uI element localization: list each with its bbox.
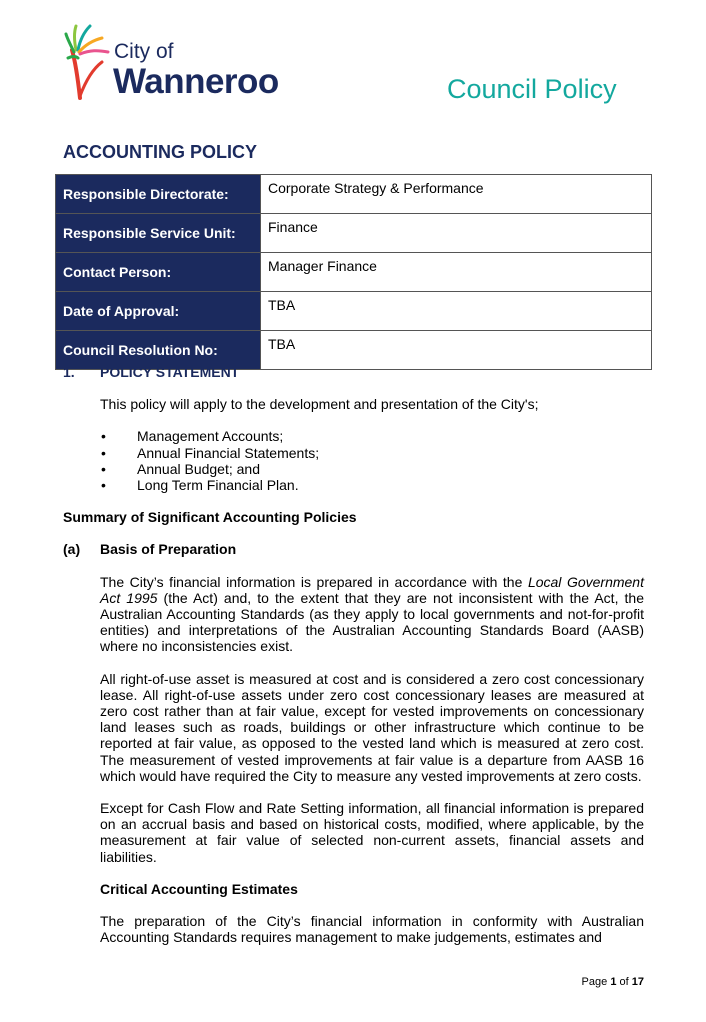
page-number: 1 [610, 976, 617, 988]
policy-body [63, 360, 644, 945]
paragraph-estimates: The preparation of the City’s financial information in conformity with Australian Accounting Standards requires management to make judgements, estimates and [100, 913, 644, 946]
row-label: Contact Person: [56, 253, 261, 292]
list-item: • Annual Budget; and [101, 460, 260, 477]
bullet-icon: • [101, 428, 106, 445]
page-footer [582, 976, 644, 988]
subsection-label: (a) [63, 541, 81, 558]
row-label: Responsible Service Unit: [56, 214, 261, 253]
section-heading [63, 364, 644, 380]
list-item: • Annual Financial Statements; [101, 444, 320, 461]
policy-info-table [55, 174, 652, 370]
logo-text-city-of: City of [114, 40, 174, 63]
paragraph-right-of-use: All right-of-use asset is measured at cost and is considered a zero cost concessionary lease. All right-of-use assets under zero cost concessionary leases are measured at zero cost rather than at fair value, except for vested improvements on concessionary land leases such as roads, buildings or other infrastructure which continue to be reported at fair value, as opposed to the vested land which is measured at zero cost. The measurement of vested improvements at fair value is a departure from AASB 16 which would have required the City to measure any vested improvements at zero costs. [100, 670, 644, 784]
bullet-icon: • [101, 460, 106, 477]
table-row [56, 292, 652, 331]
row-label: Council Resolution No: [56, 331, 261, 370]
paragraph-basis: The City’s financial information is prepared in accordance with the Local Government Act 1995 (the Act) and, to the extent that they are not inconsistent with the Act, the Australian Accounting Standards (as they apply to local governments and not-for-profit entities) and interpretations of the Australian Accounting Standards Board (AASB) where no inconsistencies exist. [100, 573, 644, 655]
of-word: of [619, 976, 629, 988]
bullet-icon: • [101, 444, 106, 461]
list-item: • Management Accounts; [101, 428, 284, 445]
logo-emblem-icon [64, 18, 116, 102]
row-value: Corporate Strategy & Performance [261, 175, 652, 214]
row-label: Responsible Directorate: [56, 175, 261, 214]
page-word: Page [581, 976, 608, 988]
subsection-heading [63, 541, 644, 557]
table-row [56, 214, 652, 253]
row-value: TBA [261, 331, 652, 370]
table-row [56, 253, 652, 292]
bullet-icon: • [101, 477, 106, 494]
subsection-title: Basis of Preparation [100, 541, 237, 558]
row-label: Date of Approval: [56, 292, 261, 331]
critical-estimates-heading: Critical Accounting Estimates [100, 880, 298, 897]
summary-heading: Summary of Significant Accounting Policies [63, 509, 357, 526]
list-item: • Long Term Financial Plan. [101, 477, 299, 494]
row-value: TBA [261, 292, 652, 331]
paragraph-accrual: Except for Cash Flow and Rate Setting information, all financial information is prepared on an accrual basis and based on historical costs, modified, where applicable, by the measurement at fair value of selected non-current assets, financial assets and liabilities. [100, 800, 644, 865]
section-intro: This policy will apply to the development and presentation of the City's; [100, 396, 539, 413]
section-number: 1. [63, 364, 75, 380]
page-total: 17 [631, 976, 644, 988]
row-value: Finance [261, 214, 652, 253]
table-row [56, 175, 652, 214]
row-value: Manager Finance [261, 253, 652, 292]
section-title: POLICY STATEMENT [100, 364, 240, 380]
act-name: Local Government Act 1995 [100, 573, 644, 606]
logo-text-wanneroo: Wanneroo [113, 62, 279, 101]
page-title: ACCOUNTING POLICY [63, 142, 258, 162]
policy-type-label: Council Policy [447, 74, 617, 104]
bullet-list [100, 428, 644, 493]
city-of-wanneroo-logo [64, 18, 294, 102]
